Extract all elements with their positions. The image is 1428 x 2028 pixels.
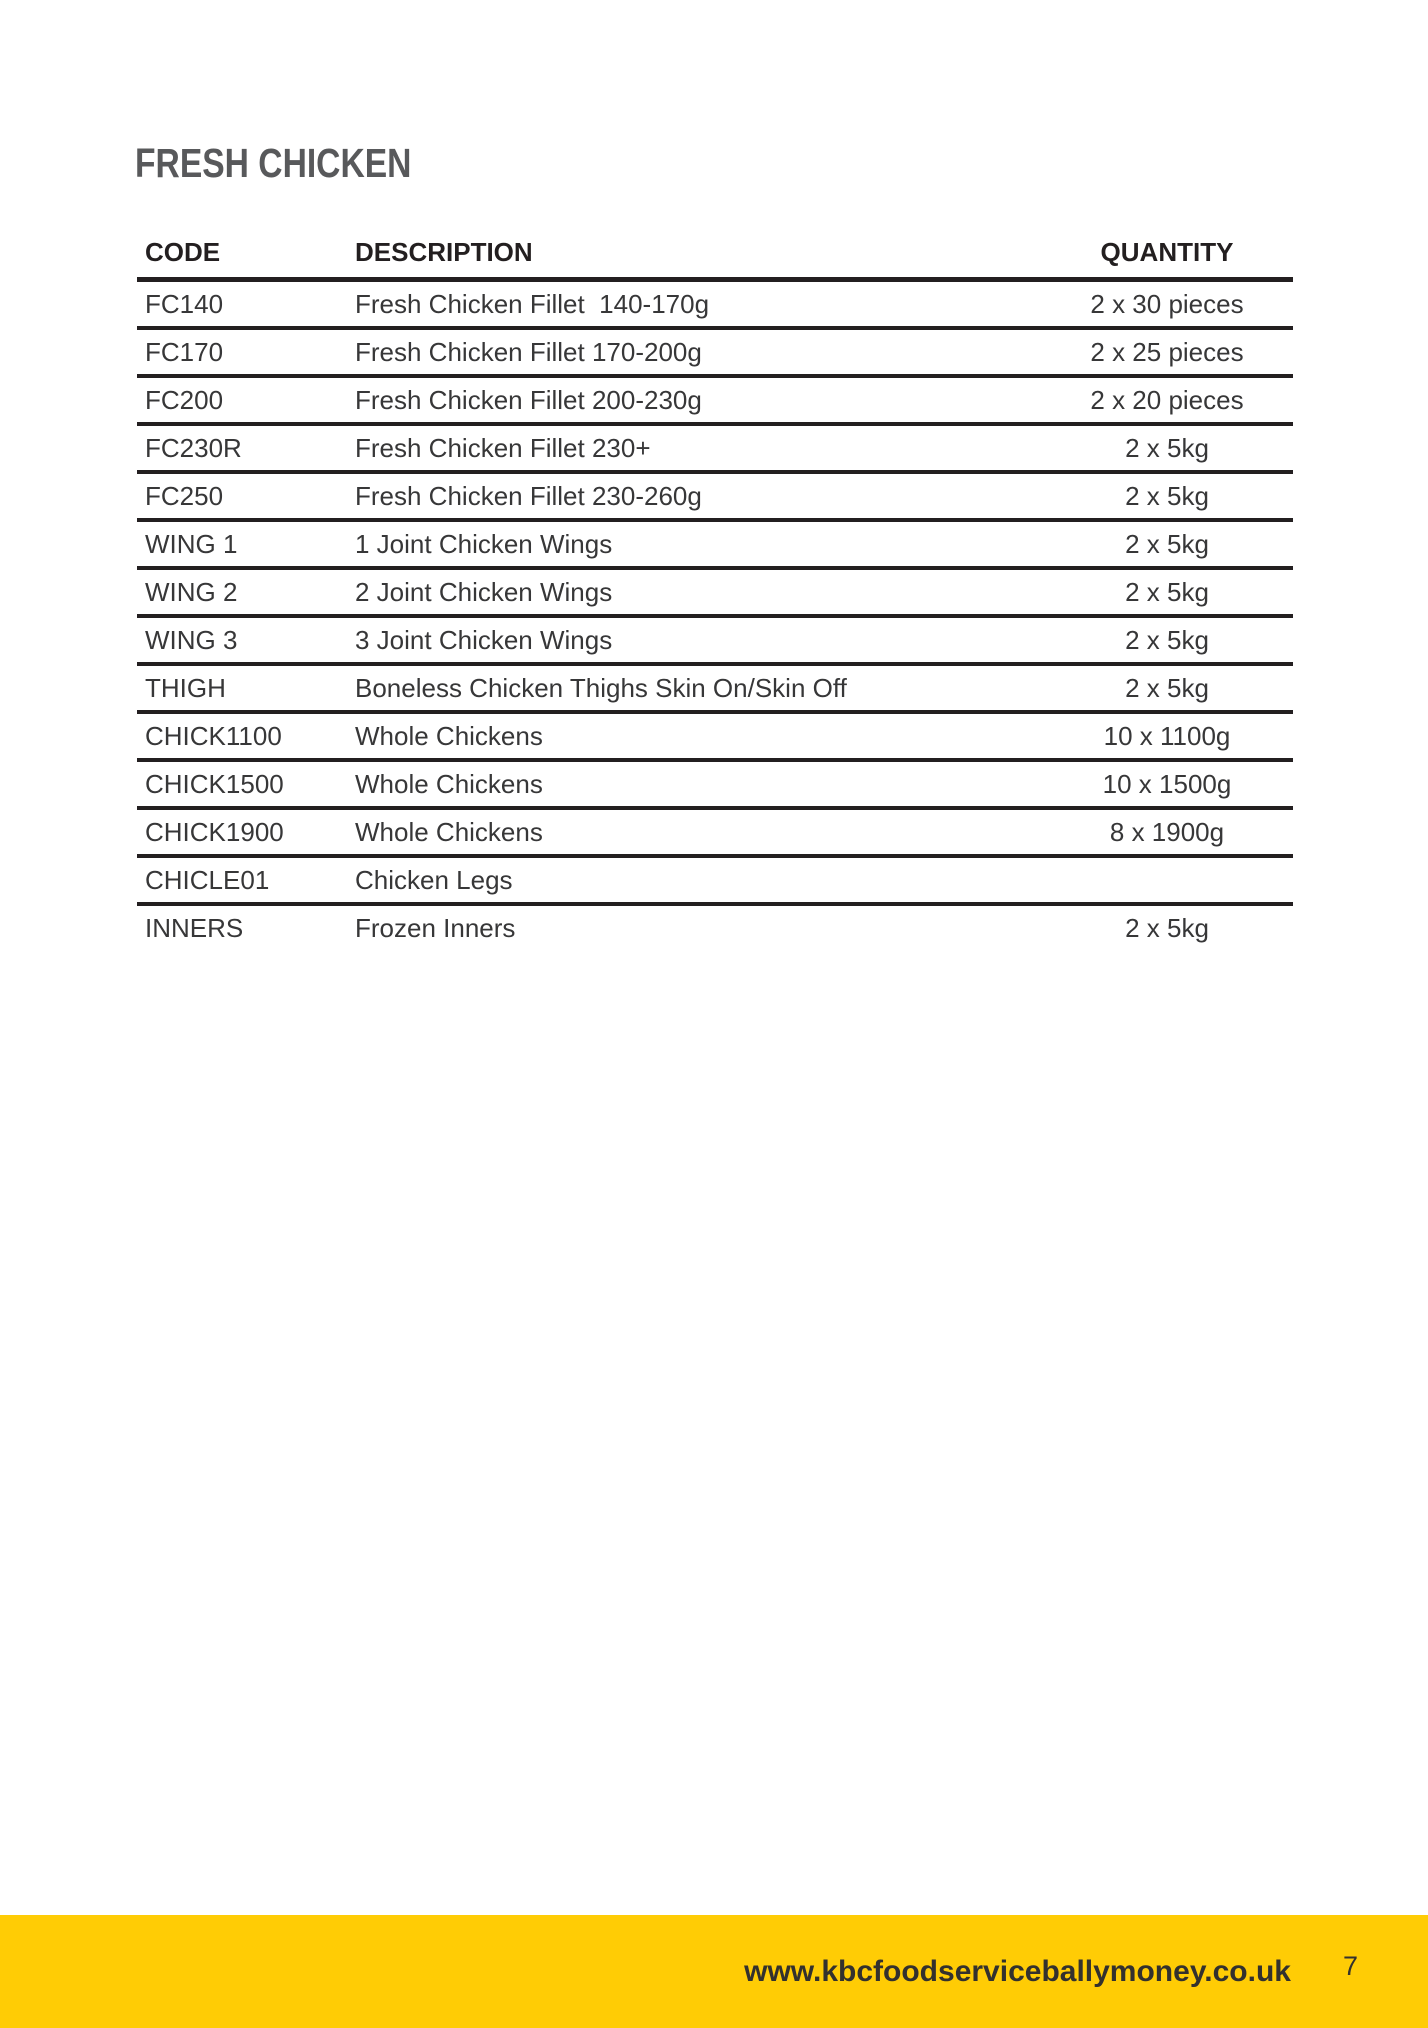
product-code: FC170 xyxy=(137,328,355,376)
table-row xyxy=(137,760,1293,808)
product-description: Fresh Chicken Fillet 140-170g xyxy=(355,280,1041,329)
page-title: FRESH CHICKEN xyxy=(135,140,412,186)
table-row xyxy=(137,424,1293,472)
product-quantity: 8 x 1900g xyxy=(1041,808,1293,856)
product-description: 3 Joint Chicken Wings xyxy=(355,616,1041,664)
product-quantity: 2 x 5kg xyxy=(1041,520,1293,568)
product-description: 2 Joint Chicken Wings xyxy=(355,568,1041,616)
product-code: CHICK1100 xyxy=(137,712,355,760)
product-code: FC230R xyxy=(137,424,355,472)
product-table-body xyxy=(137,280,1293,951)
page-number: 7 xyxy=(1342,1951,1358,1981)
product-description: Whole Chickens xyxy=(355,760,1041,808)
product-description: Fresh Chicken Fillet 170-200g xyxy=(355,328,1041,376)
product-quantity: 2 x 5kg xyxy=(1125,912,1209,943)
column-header-code: CODE xyxy=(137,230,355,280)
product-quantity: 2 x 5kg xyxy=(1041,568,1293,616)
table-row xyxy=(137,328,1293,376)
table-row xyxy=(137,280,1293,329)
table-row xyxy=(137,520,1293,568)
table-row xyxy=(137,712,1293,760)
product-code: CHICK1500 xyxy=(137,760,355,808)
product-description: Fresh Chicken Fillet 230+ xyxy=(355,424,1041,472)
table-row xyxy=(137,568,1293,616)
product-description: Fresh Chicken Fillet 230-260g xyxy=(355,472,1041,520)
product-quantity: 2 x 5kg xyxy=(1041,664,1293,712)
product-table-container xyxy=(137,230,1293,950)
product-description: 1 Joint Chicken Wings xyxy=(355,520,1041,568)
page-footer xyxy=(0,1915,1428,2028)
product-quantity: 2 x 30 pieces xyxy=(1041,280,1293,329)
product-quantity: 10 x 1100g xyxy=(1041,712,1293,760)
product-code: WING 3 xyxy=(137,616,355,664)
product-quantity: 10 x 1500g xyxy=(1041,760,1293,808)
product-table-header xyxy=(137,230,1293,280)
product-code: FC200 xyxy=(137,376,355,424)
product-quantity: 2 x 5kg xyxy=(1041,472,1293,520)
product-quantity xyxy=(1041,856,1293,904)
product-quantity: 2 x 25 pieces xyxy=(1041,328,1293,376)
product-code: WING 2 xyxy=(137,568,355,616)
column-header-quantity: QUANTITY xyxy=(1041,230,1293,280)
product-code: CHICK1900 xyxy=(137,808,355,856)
table-row xyxy=(137,904,1293,950)
product-code: INNERS xyxy=(145,912,244,943)
product-code: CHICLE01 xyxy=(137,856,355,904)
footer-website-url: www.kbcfoodserviceballymoney.co.uk xyxy=(744,1954,1291,1988)
product-quantity: 2 x 20 pieces xyxy=(1041,376,1293,424)
table-row xyxy=(137,616,1293,664)
table-row xyxy=(137,664,1293,712)
product-code: FC140 xyxy=(137,280,355,329)
table-row xyxy=(137,856,1293,904)
product-description: Boneless Chicken Thighs Skin On/Skin Off xyxy=(355,664,1041,712)
table-row xyxy=(137,376,1293,424)
table-row xyxy=(137,808,1293,856)
product-code: THIGH xyxy=(137,664,355,712)
product-description: Frozen Inners xyxy=(355,912,516,943)
product-table xyxy=(137,230,1293,950)
product-code: WING 1 xyxy=(137,520,355,568)
product-description: Whole Chickens xyxy=(355,808,1041,856)
table-row xyxy=(137,472,1293,520)
product-quantity: 2 x 5kg xyxy=(1041,424,1293,472)
product-description: Whole Chickens xyxy=(355,712,1041,760)
header-row xyxy=(137,230,1293,280)
product-description: Chicken Legs xyxy=(355,856,1041,904)
product-quantity: 2 x 5kg xyxy=(1041,616,1293,664)
product-code: FC250 xyxy=(137,472,355,520)
product-description: Fresh Chicken Fillet 200-230g xyxy=(355,376,1041,424)
column-header-description: DESCRIPTION xyxy=(355,230,1041,280)
